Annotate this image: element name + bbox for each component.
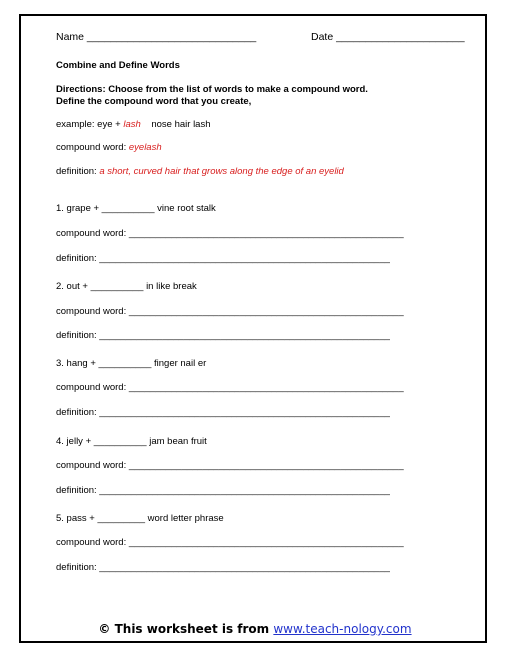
example-compound-label: compound word: (56, 142, 129, 153)
question-1-compound-line[interactable]: compound word: ____________________________________________________ (56, 228, 404, 239)
example-definition-line (56, 166, 344, 177)
date-line: Date ______________________ (311, 31, 465, 43)
name-line: Name _____________________________ (56, 31, 257, 43)
question-4-prompt: 4. jelly + __________ jam bean fruit (56, 436, 207, 447)
footer-link[interactable]: www.teach-nology.com (273, 622, 412, 636)
question-4-compound-line[interactable]: compound word: ____________________________________________________ (56, 460, 404, 471)
example-definition-value: a short, curved hair that grows along the edge of an eyelid (99, 166, 344, 177)
question-4-definition-line[interactable]: definition: _______________________________________________________ (56, 485, 390, 496)
example-line (56, 119, 211, 130)
question-5-compound-line[interactable]: compound word: ____________________________________________________ (56, 537, 404, 548)
example-prefix: example: eye + (56, 119, 124, 130)
question-2-compound-line[interactable]: compound word: ____________________________________________________ (56, 306, 404, 317)
example-compound-line (56, 142, 162, 153)
question-2-definition-line[interactable]: definition: _______________________________________________________ (56, 330, 390, 341)
directions-line-1: Directions: Choose from the list of words to make a compound word. (56, 84, 368, 95)
worksheet-border (19, 14, 487, 643)
directions-line-2: Define the compound word that you create, (56, 96, 252, 107)
example-chosen-word: lash (123, 119, 141, 130)
question-2-prompt: 2. out + __________ in like break (56, 281, 197, 292)
example-compound-value: eyelash (128, 142, 162, 153)
worksheet-title: Combine and Define Words (56, 60, 180, 71)
question-3-prompt: 3. hang + __________ finger nail er (56, 358, 207, 369)
question-3-definition-line[interactable]: definition: _______________________________________________________ (56, 407, 390, 418)
example-options: nose hair lash (151, 119, 211, 130)
question-5-prompt: 5. pass + _________ word letter phrase (56, 513, 224, 524)
question-1-prompt: 1. grape + __________ vine root stalk (56, 203, 216, 214)
footer (0, 622, 510, 636)
question-5-definition-line[interactable]: definition: _______________________________________________________ (56, 562, 390, 573)
footer-copyright: © This worksheet is from (98, 622, 274, 636)
question-1-definition-line[interactable]: definition: _______________________________________________________ (56, 253, 390, 264)
example-definition-label: definition: (56, 166, 100, 177)
question-3-compound-line[interactable]: compound word: ____________________________________________________ (56, 382, 404, 393)
